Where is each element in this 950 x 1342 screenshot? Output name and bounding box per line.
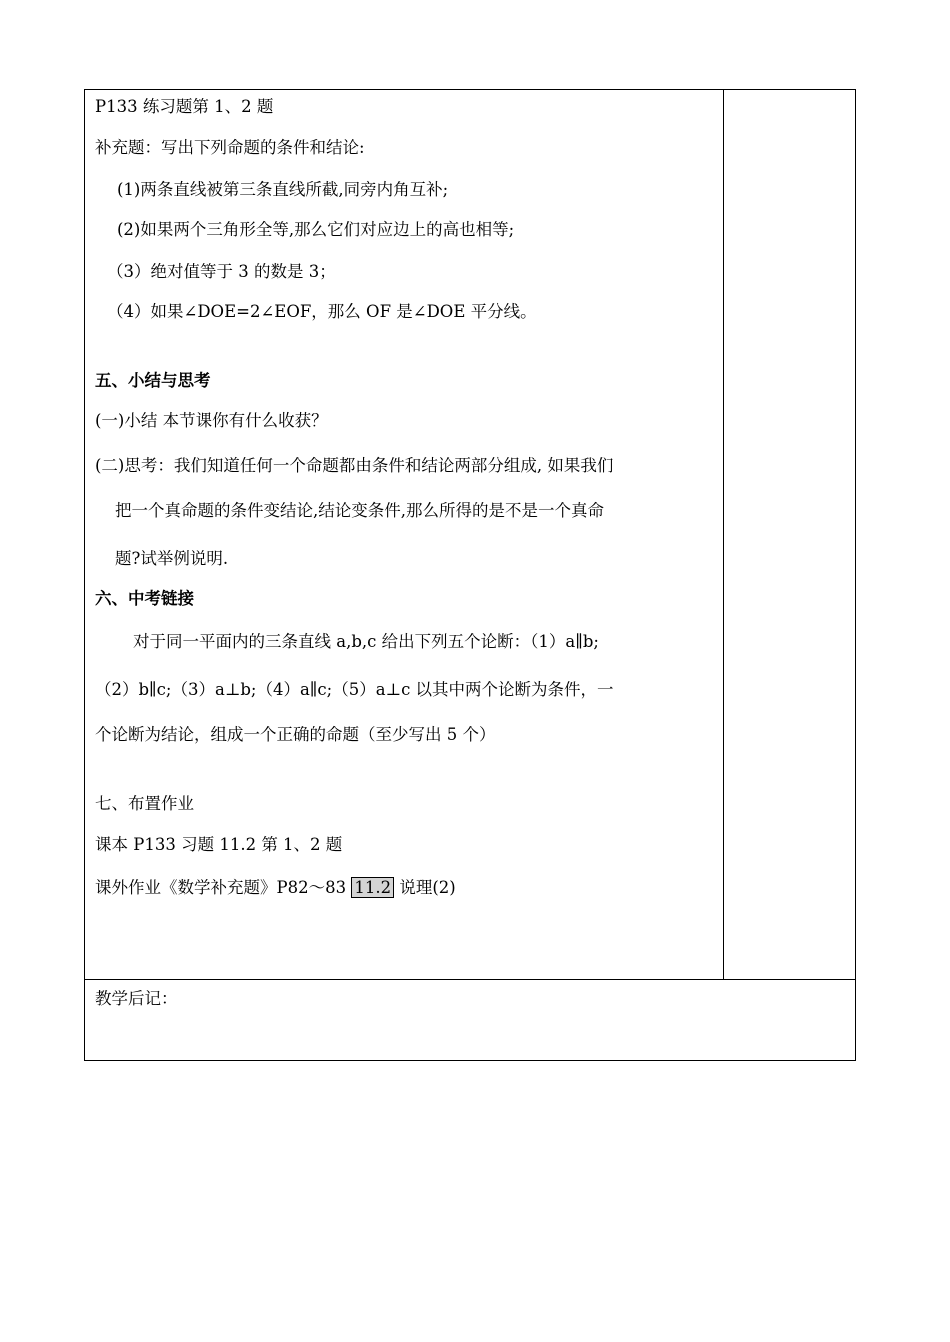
homework-line-2-suffix: 说理(2)	[394, 878, 456, 897]
think-line-1: (二)思考：我们知道任何一个命题都由条件和结论两部分组成, 如果我们	[95, 456, 614, 475]
exercise-ref: P133 练习题第 1、2 题	[95, 97, 274, 116]
exam-line-3: 个论断为结论，组成一个正确的命题（至少写出 5 个）	[95, 725, 496, 744]
supplement-item-3: （3）绝对值等于 3 的数是 3；	[107, 262, 336, 281]
lesson-table	[84, 89, 856, 1061]
summary-line: (一)小结 本节课你有什么收获？	[95, 411, 328, 430]
exam-line-1: 对于同一平面内的三条直线 a,b,c 给出下列五个论断：（1）a∥b;	[133, 632, 599, 651]
homework-line-1: 课本 P133 习题 11.2 第 1、2 题	[95, 835, 343, 854]
homework-line-2-prefix: 课外作业《数学补充题》P82～83	[95, 878, 352, 897]
supplement-item-1: (1)两条直线被第三条直线所截,同旁内角互补;	[117, 180, 449, 199]
section5-title: 五、小结与思考	[95, 371, 211, 390]
homework-line-2	[95, 878, 456, 898]
exam-line-2: （2）b∥c;（3）a⊥b;（4）a∥c;（5）a⊥c 以其中两个论断为条件，一	[95, 680, 614, 699]
supplement-item-2: (2)如果两个三角形全等,那么它们对应边上的高也相等;	[117, 220, 515, 239]
supplement-title: 补充题：写出下列命题的条件和结论:	[95, 138, 365, 157]
lesson-content-cell	[85, 90, 724, 980]
think-line-3: 题?试举例说明.	[115, 549, 229, 568]
section6-title: 六、中考链接	[95, 589, 194, 608]
teaching-notes-row	[85, 979, 855, 1060]
section7-title: 七、布置作业	[95, 794, 194, 813]
think-line-2: 把一个真命题的条件变结论,结论变条件,那么所得的是不是一个真命	[115, 501, 604, 520]
homework-boxed-section: 11.2	[351, 877, 394, 898]
remarks-cell	[724, 90, 855, 980]
teaching-notes-label: 教学后记：	[95, 989, 178, 1008]
supplement-item-4: （4）如果∠DOE=2∠EOF，那么 OF 是∠DOE 平分线。	[107, 302, 537, 321]
